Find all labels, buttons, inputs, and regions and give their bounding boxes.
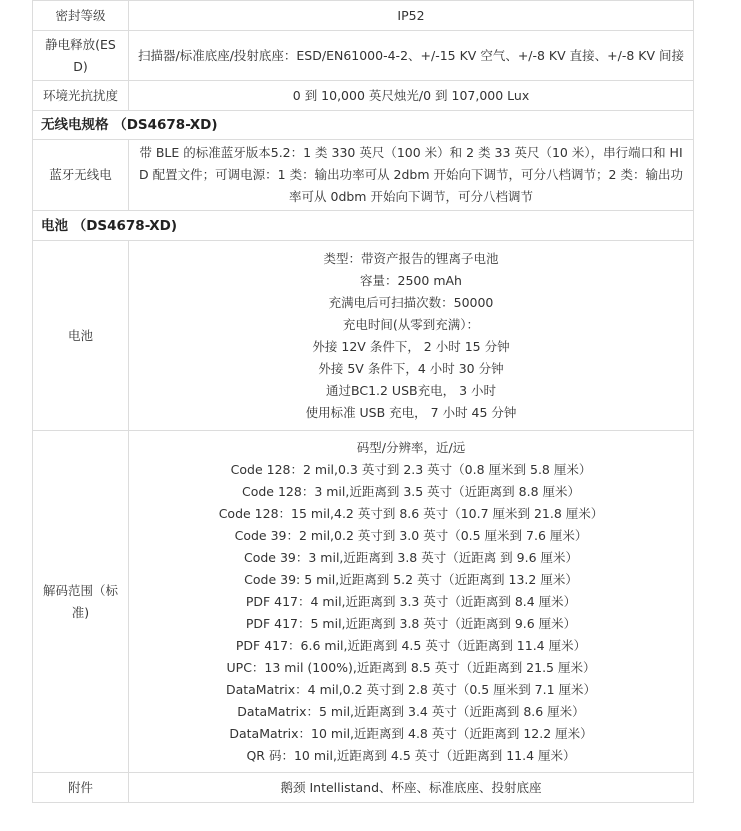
radio-section-title: 无线电规格 （DS4678-XD) — [33, 111, 694, 140]
sealing-label: 密封等级 — [33, 1, 129, 31]
battery-line: 使用标准 USB 充电， 7 小时 45 分钟 — [305, 404, 517, 420]
decode-range-label: 解码范围（标准) — [33, 431, 129, 773]
decode-line: DataMatrix：4 mil,0.2 英寸到 2.8 英寸（0.5 厘米到 7.1 厘米） — [225, 681, 597, 697]
row-accessories — [33, 773, 694, 803]
decode-line: Code 39：3 mil,近距离到 3.8 英寸（近距离 到 9.6 厘米） — [243, 549, 579, 565]
battery-label: 电池 — [33, 241, 129, 431]
esd-label: 静电释放(ESD) — [33, 31, 129, 81]
battery-line: 类型：带资产报告的锂离子电池 — [323, 250, 499, 266]
row-esd — [33, 31, 694, 81]
decode-line: 码型/分辨率，近/远 — [356, 439, 466, 455]
row-radio-section — [33, 111, 694, 140]
decode-range-value — [129, 431, 694, 773]
battery-value — [129, 241, 694, 431]
battery-section-title: 电池 （DS4678-XD) — [33, 211, 694, 241]
ambient-light-label: 环境光抗扰度 — [33, 81, 129, 111]
accessories-value: 鹅颈 Intellistand、杯座、标准底座、投射底座 — [129, 773, 694, 803]
sealing-value: IP52 — [129, 1, 694, 31]
row-decode-range — [33, 431, 694, 773]
battery-line: 通过BC1.2 USB充电， 3 小时 — [326, 382, 496, 398]
row-bluetooth — [33, 140, 694, 211]
decode-line: PDF 417：4 mil,近距离到 3.3 英寸（近距离到 8.4 厘米） — [245, 593, 577, 609]
battery-line: 充满电后可扫描次数：50000 — [328, 294, 494, 310]
decode-line: Code 128：3 mil,近距离到 3.5 英寸（近距离到 8.8 厘米） — [241, 483, 580, 499]
decode-line: UPC：13 mil (100%),近距离到 8.5 英寸（近距离到 21.5 厘米） — [226, 659, 596, 675]
spec-table — [32, 0, 694, 803]
decode-line: Code 128：2 mil,0.3 英寸到 2.3 英寸（0.8 厘米到 5.8 厘米） — [230, 461, 592, 477]
battery-line: 外接 5V 条件下，4 小时 30 分钟 — [318, 360, 504, 376]
decode-line: Code 39：2 mil,0.2 英寸到 3.0 英寸（0.5 厘米到 7.6 厘米） — [234, 527, 588, 543]
row-battery-section — [33, 211, 694, 241]
decode-line: Code 39: 5 mil,近距离到 5.2 英寸（近距离到 13.2 厘米） — [244, 571, 578, 587]
esd-value: 扫描器/标准底座/投射底座：ESD/EN61000-4-2、+/-15 KV 空气、+/-8 KV 直接、+/-8 KV 间接 — [129, 31, 694, 81]
bluetooth-label: 蓝牙无线电 — [33, 140, 129, 211]
decode-line: DataMatrix：5 mil,近距离到 3.4 英寸（近距离到 8.6 厘米） — [237, 703, 585, 719]
decode-line: QR 码：10 mil,近距离到 4.5 英寸（近距离到 11.4 厘米） — [246, 747, 576, 763]
row-battery — [33, 241, 694, 431]
battery-line: 容量：2500 mAh — [360, 272, 462, 288]
accessories-label: 附件 — [33, 773, 129, 803]
row-ambient-light — [33, 81, 694, 111]
decode-line: Code 128：15 mil,4.2 英寸到 8.6 英寸（10.7 厘米到 21.8 厘米） — [218, 505, 604, 521]
row-sealing — [33, 1, 694, 31]
decode-line: PDF 417：6.6 mil,近距离到 4.5 英寸（近距离到 11.4 厘米） — [235, 637, 587, 653]
bluetooth-value: 带 BLE 的标准蓝牙版本5.2：1 类 330 英尺（100 米）和 2 类 33 英尺（10 米），串行端口和 HID 配置文件；可调电源：1 类：输出功率可从 2dbm 开始向下调节，可分八档调节；2 类：输出功率可从 0dbm 开始向下调节，可分八档调节 — [129, 140, 694, 211]
decode-line: PDF 417：5 mil,近距离到 3.8 英寸（近距离到 9.6 厘米） — [245, 615, 577, 631]
ambient-light-value: 0 到 10,000 英尺烛光/0 到 107,000 Lux — [129, 81, 694, 111]
battery-line: 充电时间(从零到充满）： — [342, 316, 480, 332]
decode-line: DataMatrix：10 mil,近距离到 4.8 英寸（近距离到 12.2 厘米） — [229, 725, 593, 741]
battery-line: 外接 12V 条件下， 2 小时 15 分钟 — [312, 338, 510, 354]
